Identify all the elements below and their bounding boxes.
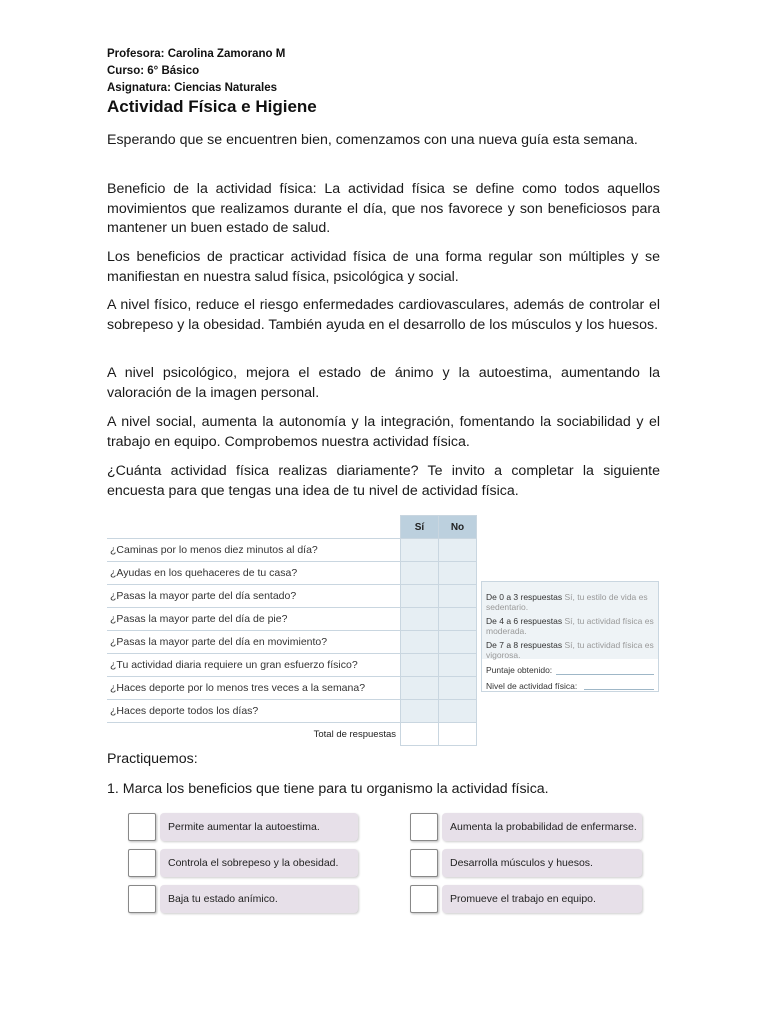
checkbox[interactable] (410, 813, 438, 841)
answer-no-cell[interactable] (439, 677, 477, 700)
answer-no-cell[interactable] (439, 608, 477, 631)
option-label: Aumenta la probabilidad de enfermarse. (442, 813, 642, 841)
total-row (107, 723, 477, 746)
answer-yes-cell[interactable] (401, 677, 439, 700)
paragraph-social-level: A nivel social, aumenta la autonomía y la integración, fomentando la sociabilidad y el trabajo en equipo. Comprobemos nuestra actividad física. (107, 414, 660, 450)
paragraph-intro: Esperando que se encuentren bien, comenzamos con una nueva guía esta semana. (107, 132, 638, 148)
survey-question: ¿Haces deporte por lo menos tres veces a la semana? (107, 677, 401, 700)
score-label: Puntaje obtenido: (486, 665, 553, 675)
option-left-2[interactable] (128, 849, 358, 877)
option-right-2[interactable] (410, 849, 642, 877)
option-label: Promueve el trabajo en equipo. (442, 885, 642, 913)
option-right-3[interactable] (410, 885, 642, 913)
checkbox[interactable] (410, 885, 438, 913)
survey-header-blank (107, 516, 401, 539)
checkbox[interactable] (128, 849, 156, 877)
legend-range-1-text: Sí, tu estilo de vida es sedentario. (486, 592, 648, 612)
answer-yes-cell[interactable] (401, 585, 439, 608)
legend-range-1-label: De 0 a 3 respuestas (486, 592, 563, 602)
survey-question: ¿Caminas por lo menos diez minutos al día? (107, 539, 401, 562)
legend-range-3-label: De 7 a 8 respuestas (486, 640, 563, 650)
legend-range-2-label: De 4 a 6 respuestas (486, 616, 563, 626)
practice-heading: Practiquemos: (107, 751, 198, 767)
option-left-3[interactable] (128, 885, 358, 913)
teacher-line: Profesora: Carolina Zamorano M (107, 48, 286, 60)
paragraph-psychological-level: A nivel psicológico, mejora el estado de ánimo y la autoestima, aumentando la valoración de la imagen personal. (107, 365, 660, 401)
checkbox[interactable] (128, 885, 156, 913)
option-label: Baja tu estado anímico. (160, 885, 358, 913)
checkbox[interactable] (128, 813, 156, 841)
table-row (107, 585, 477, 608)
survey-question: ¿Pasas la mayor parte del día de pie? (107, 608, 401, 631)
practice-instruction: 1. Marca los beneficios que tiene para tu organismo la actividad física. (107, 781, 549, 797)
paragraph-benefits-regular: Los beneficios de practicar actividad física de una forma regular son múltiples y se manifiestan en nuestra salud física, psicológica y social. (107, 249, 660, 285)
table-row (107, 539, 477, 562)
paragraph-benefit-definition: Beneficio de la actividad física: La actividad física se define como todos aquellos movimientos que realizamos durante el día, que nos favorece y son beneficiosos para mantener un buen estado de salud. (107, 181, 660, 236)
option-right-1[interactable] (410, 813, 642, 841)
table-row (107, 654, 477, 677)
activity-survey (107, 515, 477, 746)
answer-no-cell[interactable] (439, 585, 477, 608)
page-title: Actividad Física e Higiene (107, 97, 317, 116)
legend-range-3 (486, 640, 656, 660)
table-row (107, 608, 477, 631)
survey-question: ¿Haces deporte todos los días? (107, 700, 401, 723)
legend-range-2 (486, 616, 656, 636)
option-left-1[interactable] (128, 813, 358, 841)
answer-no-cell[interactable] (439, 562, 477, 585)
survey-question: ¿Pasas la mayor parte del día sentado? (107, 585, 401, 608)
total-no-cell[interactable] (439, 723, 477, 746)
answer-no-cell[interactable] (439, 539, 477, 562)
total-yes-cell[interactable] (401, 723, 439, 746)
level-label: Nivel de actividad física: (486, 681, 578, 691)
subject-line: Asignatura: Ciencias Naturales (107, 82, 278, 94)
total-label: Total de respuestas (313, 728, 396, 740)
option-label: Permite aumentar la autoestima. (160, 813, 358, 841)
survey-question: ¿Ayudas en los quehaceres de tu casa? (107, 562, 401, 585)
paragraph-survey-invite: ¿Cuánta actividad física realizas diariamente? Te invito a completar la siguiente encuesta para que tengas una idea de tu nivel de actividad física. (107, 463, 660, 499)
score-answer-line[interactable] (556, 674, 654, 675)
scoring-legend (481, 581, 659, 692)
answer-yes-cell[interactable] (401, 539, 439, 562)
level-answer-line[interactable] (584, 689, 654, 690)
survey-question: ¿Pasas la mayor parte del día en movimiento? (107, 631, 401, 654)
paragraph-physical-level: A nivel físico, reduce el riesgo enfermedades cardiovasculares, además de controlar el sobrepeso y la obesidad. También ayuda en el desarrollo de los músculos y los huesos. (107, 297, 660, 333)
legend-range-1 (486, 592, 656, 612)
answer-yes-cell[interactable] (401, 608, 439, 631)
legend-range-2-text: Sí, tu actividad física es moderada. (486, 616, 654, 636)
survey-question: ¿Tu actividad diaria requiere un gran esfuerzo físico? (107, 654, 401, 677)
answer-no-cell[interactable] (439, 654, 477, 677)
course-line: Curso: 6° Básico (107, 65, 200, 77)
answer-no-cell[interactable] (439, 700, 477, 723)
checkbox[interactable] (410, 849, 438, 877)
header-block (107, 46, 285, 97)
survey-table (107, 515, 477, 746)
option-label: Controla el sobrepeso y la obesidad. (160, 849, 358, 877)
col-no-header: No (439, 516, 477, 539)
table-row (107, 677, 477, 700)
table-row (107, 631, 477, 654)
answer-yes-cell[interactable] (401, 631, 439, 654)
col-yes-header: Sí (401, 516, 439, 539)
legend-range-3-text: Sí, tu actividad física es vigorosa. (486, 640, 654, 660)
answer-no-cell[interactable] (439, 631, 477, 654)
option-label: Desarrolla músculos y huesos. (442, 849, 642, 877)
table-row (107, 562, 477, 585)
answer-yes-cell[interactable] (401, 700, 439, 723)
answer-yes-cell[interactable] (401, 654, 439, 677)
answer-yes-cell[interactable] (401, 562, 439, 585)
table-row (107, 700, 477, 723)
